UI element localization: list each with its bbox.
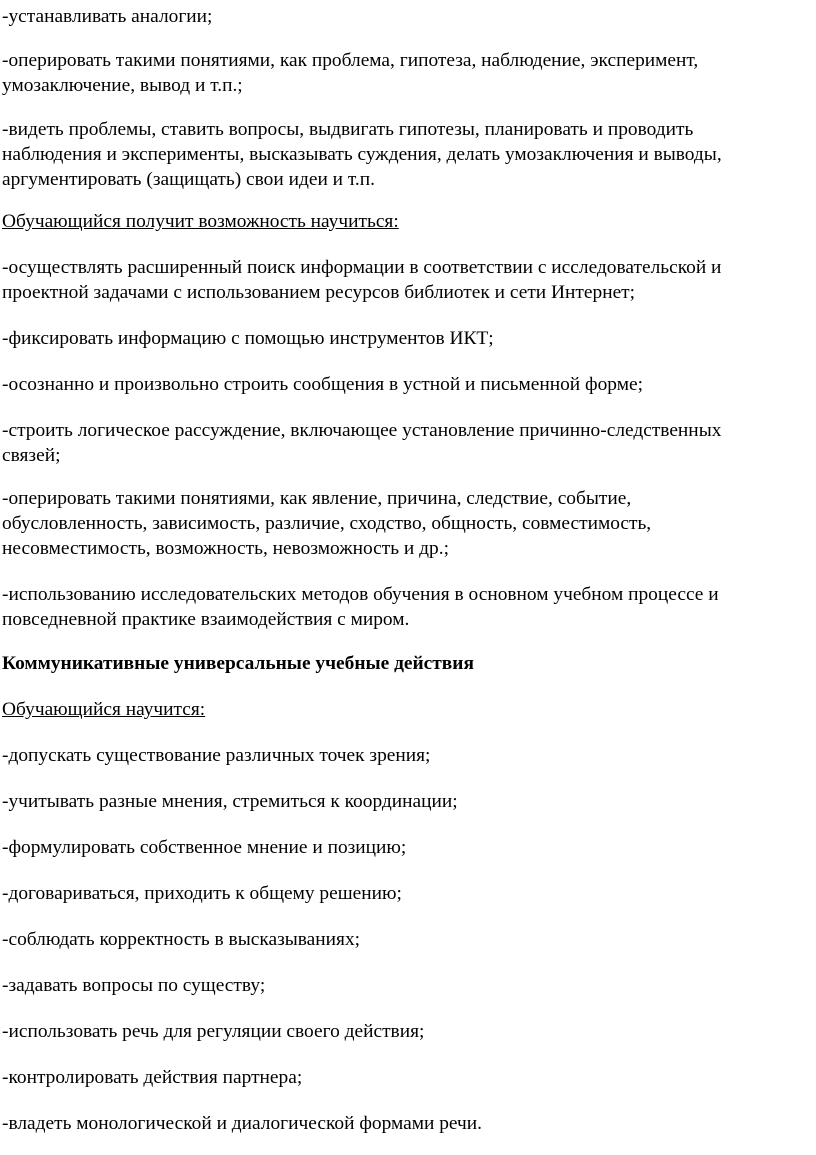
item-line: -договариваться, приходить к общему решению; bbox=[2, 883, 402, 904]
list-item bbox=[2, 486, 814, 561]
list-item bbox=[2, 881, 814, 906]
item-line: -допускать существование различных точек зрения; bbox=[2, 745, 431, 766]
item-line: обусловленность, зависимость, различие, сходство, общность, совместимость, bbox=[2, 513, 652, 534]
item-line: несовместимость, возможность, невозможность и др.; bbox=[2, 538, 449, 559]
item-line: -формулировать собственное мнение и позицию; bbox=[2, 837, 407, 858]
list-item bbox=[2, 4, 814, 29]
item-line: -видеть проблемы, ставить вопросы, выдвигать гипотезы, планировать и проводить bbox=[2, 119, 694, 140]
list-item bbox=[2, 789, 814, 814]
list-item bbox=[2, 255, 814, 305]
item-line: умозаключение, вывод и т.п.; bbox=[2, 75, 243, 96]
item-line: -оперировать такими понятиями, как явление, причина, следствие, событие, bbox=[2, 488, 632, 509]
subheading-learns: Обучающийся научится: bbox=[2, 699, 206, 720]
list-item bbox=[2, 1019, 814, 1044]
list-item bbox=[2, 927, 814, 952]
item-line: -осознанно и произвольно строить сообщения в устной и письменной форме; bbox=[2, 374, 643, 395]
list-item bbox=[2, 326, 814, 351]
item-line: -устанавливать аналогии; bbox=[2, 6, 213, 27]
item-line: -строить логическое рассуждение, включающее установление причинно-следственных bbox=[2, 420, 722, 441]
item-line: связей; bbox=[2, 445, 61, 466]
list-item bbox=[2, 973, 814, 998]
list-item bbox=[2, 835, 814, 860]
list-item bbox=[2, 582, 814, 632]
list-item bbox=[2, 1111, 814, 1136]
item-line: -использовать речь для регуляции своего действия; bbox=[2, 1021, 425, 1042]
item-line: -задавать вопросы по существу; bbox=[2, 975, 266, 996]
item-line: -оперировать такими понятиями, как проблема, гипотеза, наблюдение, эксперимент, bbox=[2, 50, 699, 71]
item-line: -контролировать действия партнера; bbox=[2, 1067, 303, 1088]
item-line: -использованию исследовательских методов обучения в основном учебном процессе и bbox=[2, 584, 719, 605]
list-item bbox=[2, 117, 814, 192]
item-line: -соблюдать корректность в высказываниях; bbox=[2, 929, 361, 950]
item-line: аргументировать (защищать) свои идеи и т.п. bbox=[2, 169, 375, 190]
item-line: проектной задачами с использованием ресурсов библиотек и сети Интернет; bbox=[2, 282, 636, 303]
item-line: -фиксировать информацию с помощью инструментов ИКТ; bbox=[2, 328, 494, 349]
list-item bbox=[2, 48, 814, 98]
list-item bbox=[2, 743, 814, 768]
list-item bbox=[2, 1065, 814, 1090]
item-line: -учитывать разные мнения, стремиться к координации; bbox=[2, 791, 458, 812]
subheading-opportunity: Обучающийся получит возможность научиться: bbox=[2, 211, 399, 232]
item-line: наблюдения и эксперименты, высказывать суждения, делать умозаключения и выводы, bbox=[2, 144, 722, 165]
list-item bbox=[2, 372, 814, 397]
section-heading: Коммуникативные универсальные учебные действия bbox=[2, 653, 474, 674]
item-line: повседневной практике взаимодействия с миром. bbox=[2, 609, 410, 630]
item-line: -владеть монологической и диалогической формами речи. bbox=[2, 1113, 483, 1134]
list-item bbox=[2, 418, 814, 468]
item-line: -осуществлять расширенный поиск информации в соответствии с исследовательской и bbox=[2, 257, 722, 278]
